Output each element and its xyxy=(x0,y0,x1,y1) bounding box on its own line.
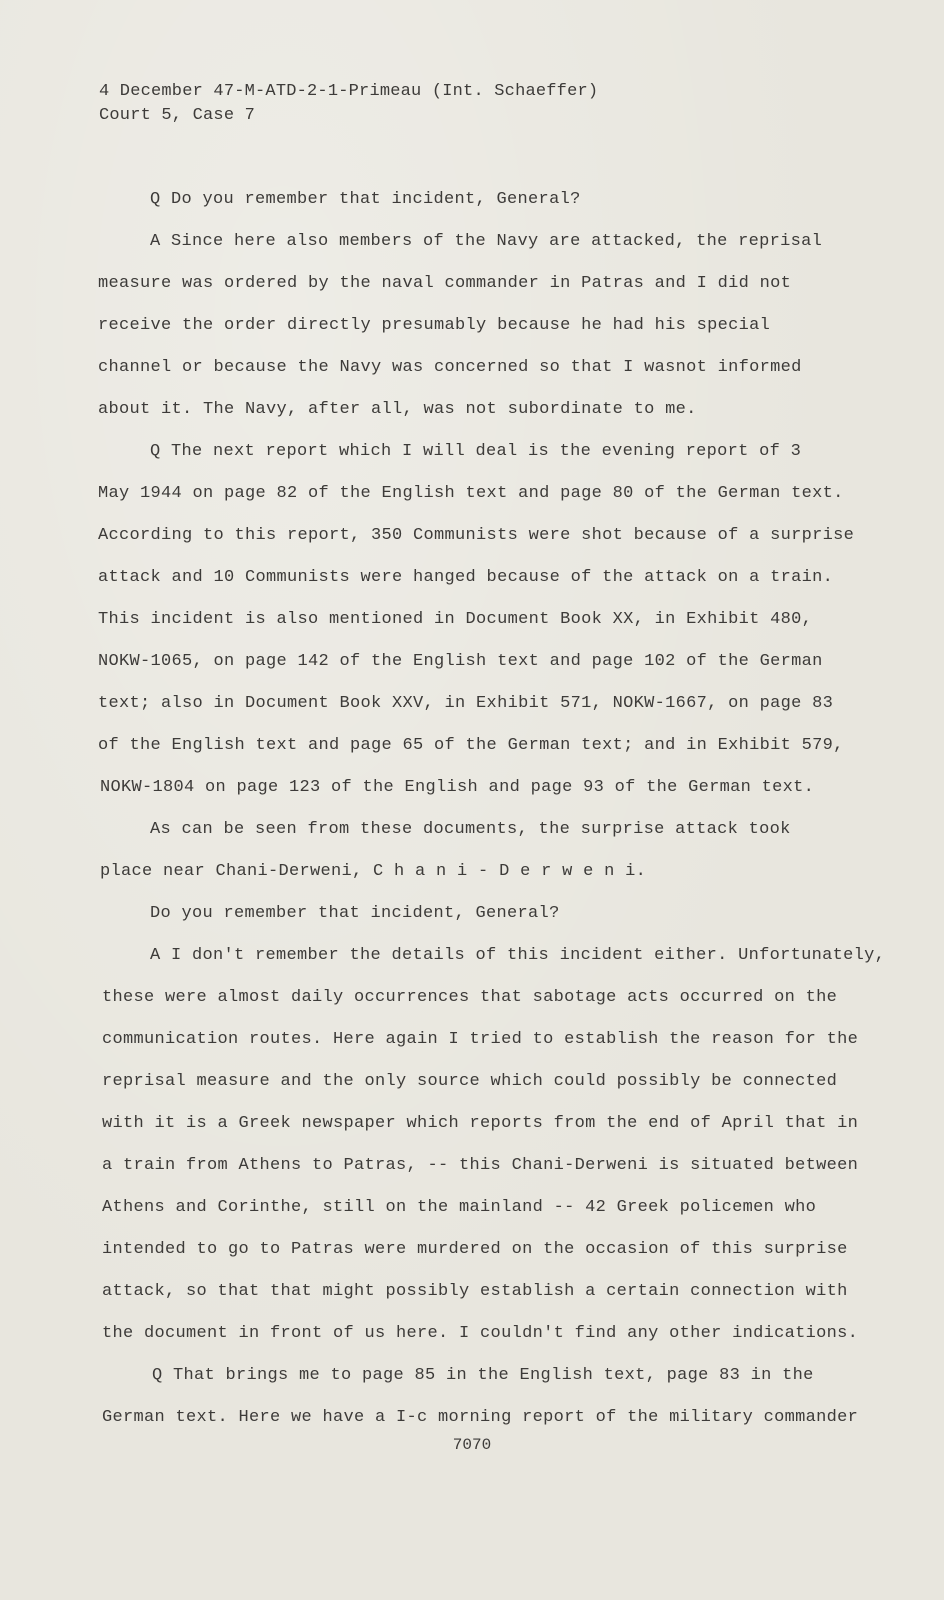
document-header xyxy=(99,80,598,128)
transcript-line: Do you remember that incident, General? xyxy=(150,904,560,923)
transcript-line: intended to go to Patras were murdered on the occasion of this surprise xyxy=(102,1240,848,1259)
transcript-line: these were almost daily occurrences that sabotage acts occurred on the xyxy=(102,988,838,1007)
transcript-line: communication routes. Here again I tried to establish the reason for the xyxy=(102,1030,859,1049)
transcript-line: of the English text and page 65 of the German text; and in Exhibit 579, xyxy=(98,736,844,755)
transcript-line: the document in front of us here. I couldn't find any other indications. xyxy=(102,1324,859,1343)
transcript-line: Athens and Corinthe, still on the mainland -- 42 Greek policemen who xyxy=(102,1198,817,1217)
transcript-line: place near Chani-Derweni, C h a n i - D e r w e n i. xyxy=(100,862,647,881)
transcript-line: As can be seen from these documents, the surprise attack took xyxy=(150,820,791,839)
transcript-line: NOKW-1065, on page 142 of the English text and page 102 of the German xyxy=(98,652,823,671)
header-line-session: 4 December 47-M-ATD-2-1-Primeau (Int. Schaeffer) xyxy=(99,82,599,101)
transcript-line: Q The next report which I will deal is the evening report of 3 xyxy=(150,442,802,461)
transcript-line: Q Do you remember that incident, General? xyxy=(150,190,581,209)
transcript-line: measure was ordered by the naval commander in Patras and I did not xyxy=(98,274,792,293)
transcript-line: May 1944 on page 82 of the English text and page 80 of the German text. xyxy=(98,484,844,503)
transcript-line: This incident is also mentioned in Document Book XX, in Exhibit 480, xyxy=(98,610,813,629)
transcript-line: text; also in Document Book XXV, in Exhibit 571, NOKW-1667, on page 83 xyxy=(98,694,834,713)
transcript-line: NOKW-1804 on page 123 of the English and page 93 of the German text. xyxy=(100,778,815,797)
transcript-line: reprisal measure and the only source which could possibly be connected xyxy=(102,1072,838,1091)
page-number: 7070 xyxy=(452,1436,492,1454)
header-line-court: Court 5, Case 7 xyxy=(99,106,256,125)
transcript-line: a train from Athens to Patras, -- this Chani-Derweni is situated between xyxy=(102,1156,859,1175)
transcript-line: attack and 10 Communists were hanged because of the attack on a train. xyxy=(98,568,834,587)
transcript-line: attack, so that that might possibly establish a certain connection with xyxy=(102,1282,848,1301)
transcript-line: According to this report, 350 Communists were shot because of a surprise xyxy=(98,526,855,545)
transcript-line: about it. The Navy, after all, was not subordinate to me. xyxy=(98,400,697,419)
transcript-line: Q That brings me to page 85 in the English text, page 83 in the xyxy=(152,1366,814,1385)
transcript-line: receive the order directly presumably because he had his special xyxy=(98,316,771,335)
transcript-line: with it is a Greek newspaper which reports from the end of April that in xyxy=(102,1114,859,1133)
transcript-line: A Since here also members of the Navy are attacked, the reprisal xyxy=(150,232,823,251)
transcript-line: A I don't remember the details of this incident either. Unfortunately, xyxy=(150,946,886,965)
transcript-line: German text. Here we have a I-c morning report of the military commander xyxy=(102,1408,859,1427)
transcript-line: channel or because the Navy was concerned so that I wasnot informed xyxy=(98,358,802,377)
